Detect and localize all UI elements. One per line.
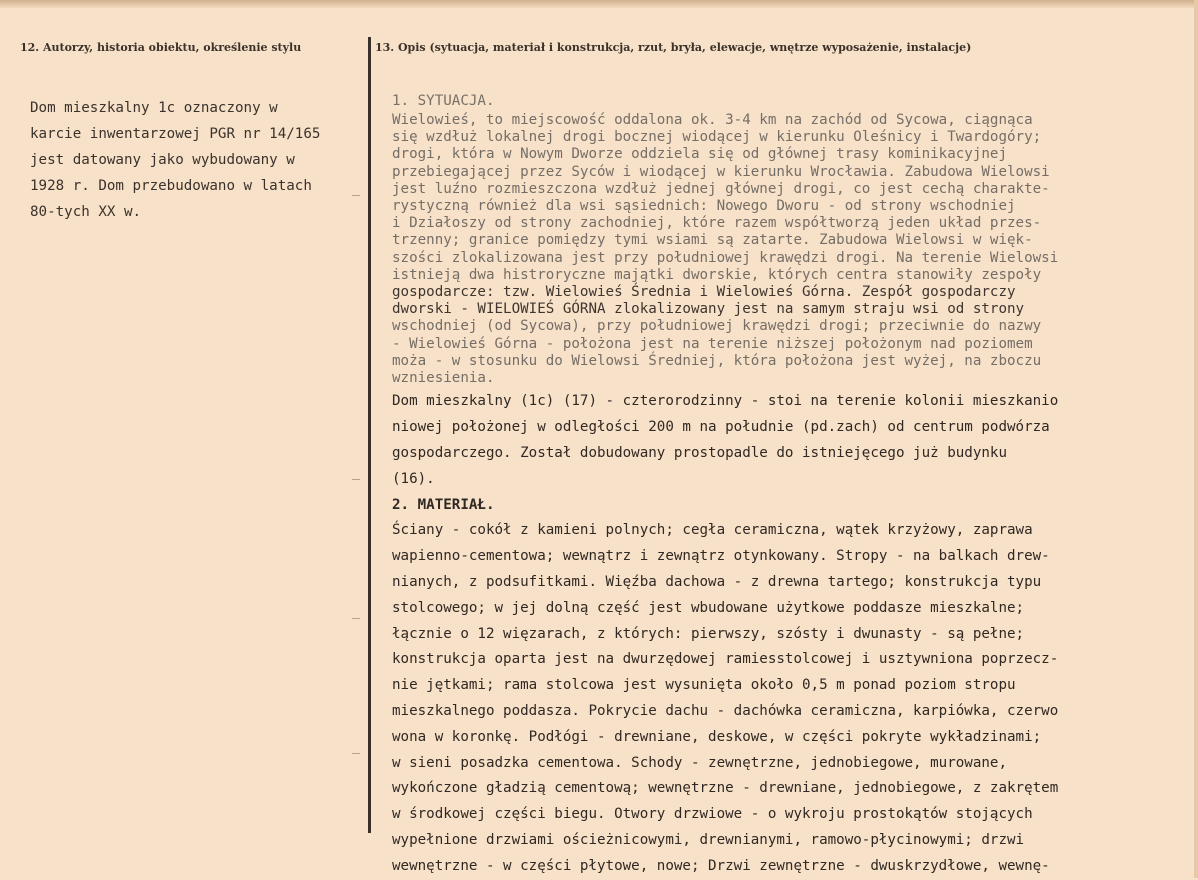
material-line: wewnętrzne - w części płytowe, nowe; Drzwi zewnętrzne - dwuskrzydłowe, wewnę- xyxy=(392,857,1050,874)
material-line: wypełnione drzwiami ościeżnicowymi, drewnianymi, ramowo-płycinowymi; drzwi xyxy=(392,832,1025,848)
situation-line: wschodniej (od Sycowa), przy południowej krawędzi drogi; przeciwnie do nazwy xyxy=(392,318,1042,335)
material-line: wona w koronkę. Podłógi - drewniane, deskowe, w części pokryte wykładzinami; xyxy=(392,728,1042,745)
section-2-heading: 2. MATERIAŁ. xyxy=(392,497,495,514)
material-line: stolcowego; w jej dolną część jest wbudowane użytkowe poddasze mieszkalne; xyxy=(392,599,1025,616)
house-line: Dom mieszkalny (1c) (17) - czterorodzinny - stoi na terenie kolonii mieszkanio xyxy=(392,393,1059,410)
description-text xyxy=(392,90,1184,880)
history-text xyxy=(30,95,368,225)
situation-line: i Działoszy od strony zachodniej, które razem współtworzą jeden układ przes- xyxy=(392,215,1042,232)
history-line: jest datowany jako wybudowany w xyxy=(30,152,295,168)
situation-line: istnieją dwa histroryczne majątki dworskie, których centra stanowiły zespoły xyxy=(392,266,1042,283)
page-top-border xyxy=(0,0,1198,8)
page-right-edge xyxy=(1194,0,1198,878)
material-line: łącznie o 12 więzarach, z których: pierwszy, szósty i dwunasty - są pełne; xyxy=(392,625,1025,642)
situation-line: - Wielowieś Górna - położona jest na terenie niższej położonym nad poziomem xyxy=(392,335,1033,352)
material-line: mieszkalnego poddasza. Pokrycie dachu - dachówka ceramiczna, karpiówka, czerwo xyxy=(392,703,1059,720)
right-column-header: 13. Opis (sytuacja, materiał i konstrukcja, rzut, bryła, elewacje, wnętrze wyposażenie, instalacje) xyxy=(375,41,972,54)
material-line: wapienno-cementowa; wewnątrz i zewnątrz otynkowany. Stropy - na balkach drew- xyxy=(392,548,1050,565)
house-line: (16). xyxy=(392,470,435,487)
history-line: Dom mieszkalny 1c oznaczony w xyxy=(30,100,278,116)
house-line: gospodarczego. Został dobudowany prostopadle do istniejęcego już budynku xyxy=(392,444,1007,461)
margin-tick xyxy=(352,618,360,619)
house-line: niowej położonej w odległości 200 m na południe (pd.zach) od centrum podwórza xyxy=(392,419,1050,436)
situation-line: trzenny; granice pomiędzy tymi wsiami są zatarte. Zabudowa Wielowsi w więk- xyxy=(392,232,1033,249)
situation-line: drogi, która w Nowym Dworze oddziela się od głównej trasy kominikacyjnej xyxy=(392,146,1007,163)
situation-line: rystyczną również dla wsi sąsiednich: Nowego Dworu - od strony wschodniej xyxy=(392,198,1016,215)
situation-line: szości zlokalizowana jest przy południowej krawędzi drogi. Na terenie Wielowsi xyxy=(392,249,1059,266)
situation-line: wzniesienia. xyxy=(392,370,495,387)
material-line: Ściany - cokół z kamieni polnych; cegła ceramiczna, wątek krzyżowy, zaprawa xyxy=(392,522,1033,539)
section-1-house-text xyxy=(392,389,1184,492)
history-line: 1928 r. Dom przebudowano w latach xyxy=(30,178,312,194)
material-line: nie jętkami; rama stolcowa jest wysunięta około 0,5 m ponad poziom stropu xyxy=(392,677,1016,694)
situation-line: Wielowieś, to miejscowość oddalona ok. 3-4 km na zachód od Sycowa, ciągnąca xyxy=(392,112,1033,128)
margin-tick xyxy=(352,753,360,754)
history-line: 80-tych XX w. xyxy=(30,204,142,220)
situation-line: moża - w stosunku do Wielowsi Średniej, która położona jest wyżej, na zboczu xyxy=(392,352,1042,369)
material-line: nianych, z podsufitkami. Więźba dachowa - z drewna tartego; konstrukcja typu xyxy=(392,574,1042,591)
situation-line: się wzdłuż lokalnej drogi bocznej wiodącej w kierunku Oleśnicy i Twardogóry; xyxy=(392,129,1042,146)
situation-line: jest luźno rozmieszczona wzdłuż jednej głównej drogi, co jest cechą charakte- xyxy=(392,180,1050,197)
material-line: w środkowej części biegu. Otwory drzwiowe - o wykroju prostokątów stojących xyxy=(392,806,1033,823)
situation-line: dworski - WIELOWIEŚ GÓRNA zlokalizowany jest na samym straju wsi od strony xyxy=(392,301,1025,318)
history-line: karcie inwentarzowej PGR nr 14/165 xyxy=(30,126,321,142)
column-divider xyxy=(368,37,371,833)
section-1-situation-text xyxy=(392,112,1184,387)
margin-tick xyxy=(352,479,360,480)
situation-line: gospodarcze: tzw. Wielowieś Średnia i Wielowieś Górna. Zespół gospodarczy xyxy=(392,284,1016,301)
section-1-heading: 1. SYTUACJA. xyxy=(392,93,495,109)
material-line: konstrukcja oparta jest na dwurzędowej ramiesstolcowej i usztywniona poprzecz- xyxy=(392,651,1059,668)
left-column-header: 12. Autorzy, historia obiektu, określenie stylu xyxy=(20,41,302,54)
material-line: w sieni posadzka cementowa. Schody - zewnętrzne, jednobiegowe, murowane, xyxy=(392,754,1007,771)
material-line: wykończone gładzią cementową; wewnętrzne - drewniane, jednobiegowe, z zakrętem xyxy=(392,780,1059,797)
situation-line: przebiegającej przez Syców i wiodącej w kierunku Wrocławia. Zabudowa Wielowsi xyxy=(392,163,1050,180)
section-2-material-text xyxy=(392,518,1184,879)
